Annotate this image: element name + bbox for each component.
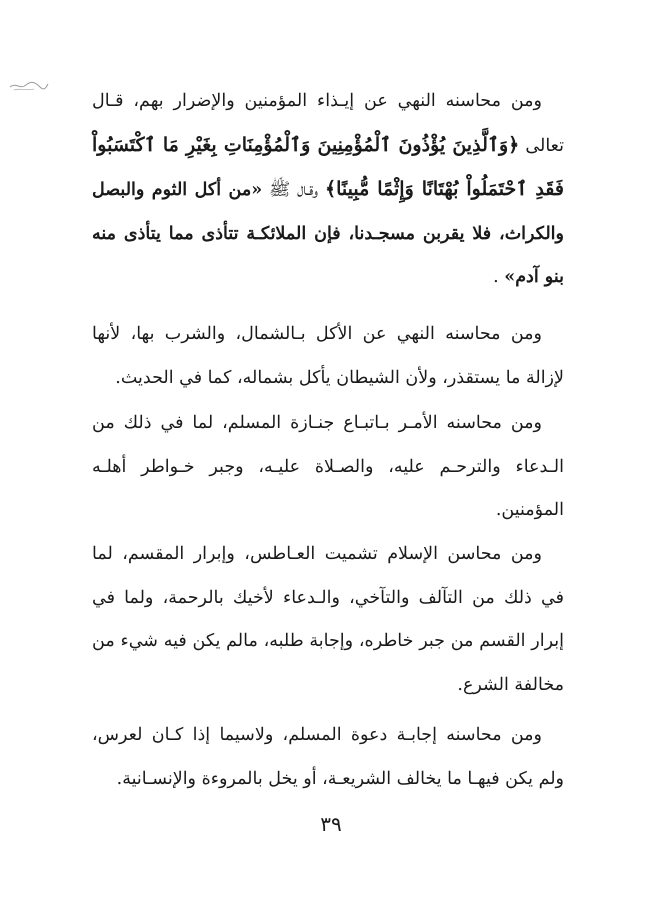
paragraph-1-intro: ومن محاسنه النهي عن إيـذاء المؤمنين والإضرار بهم، قـال تعالى	[92, 91, 564, 156]
paragraph-2-text: ومن محاسنه النهي عن الأكل بـالشمال، والشرب بها، لأنها لإزالة ما يستقذر، ولأن الشيطان يأكل بشماله، كما في الحديث.	[92, 324, 564, 388]
paragraph-2	[92, 313, 564, 400]
paragraph-1	[92, 80, 564, 300]
hadith-quote: «من أكل الثوم والبصل والكراث، فلا يقربن مسجـدنا، فإن الملائكـة تتأذى مما يتأذى منه بنو آدم»	[92, 180, 564, 287]
paragraph-5	[92, 714, 564, 801]
page-number: ٣٩	[320, 812, 342, 836]
paragraph-1-end: .	[493, 267, 499, 287]
quran-verse: ﴿وَٱلَّذِينَ يُؤْذُونَ ٱلْمُؤْمِنِينَ وَٱلْمُؤْمِنَاتِ بِغَيْرِ مَا ٱكْتَسَبُواْ فَقَدِ ٱحْتَمَلُواْ بُهْتَانًا وَإِثْمًا مُّبِينًا﴾	[92, 133, 564, 200]
scan-smudge-mark	[8, 78, 50, 94]
paragraph-4-text: ومن محاسن الإسلام تشميت العـاطس، وإبرار المقسم، لما في ذلك من التآلف والتآخي، والـدعاء لأخيك بالرحمة، ولما في إبرار القسم من جبر خاطره، وإجابة طلبه، مالم يكن فيه شيء من مخالفة الشرع.	[92, 544, 564, 695]
paragraph-3	[92, 402, 564, 533]
paragraph-1-connector: وقـال ﷺ	[262, 180, 319, 200]
paragraph-4	[92, 533, 564, 707]
paragraph-3-text: ومن محاسنه الأمـر بـاتبـاع جنـازة المسلم، لما في ذلك من الـدعاء والترحـم عليه، والصـلاة عليـه، وجبر خـواطر أهلـه المؤمنين.	[92, 413, 564, 520]
paragraph-5-text: ومن محاسنه إجابـة دعوة المسلم، ولاسيما إذا كـان لعرس، ولم يكن فيهـا ما يخالف الشريعـة، أو يخل بالمروءة والإنسـانية.	[92, 725, 564, 789]
